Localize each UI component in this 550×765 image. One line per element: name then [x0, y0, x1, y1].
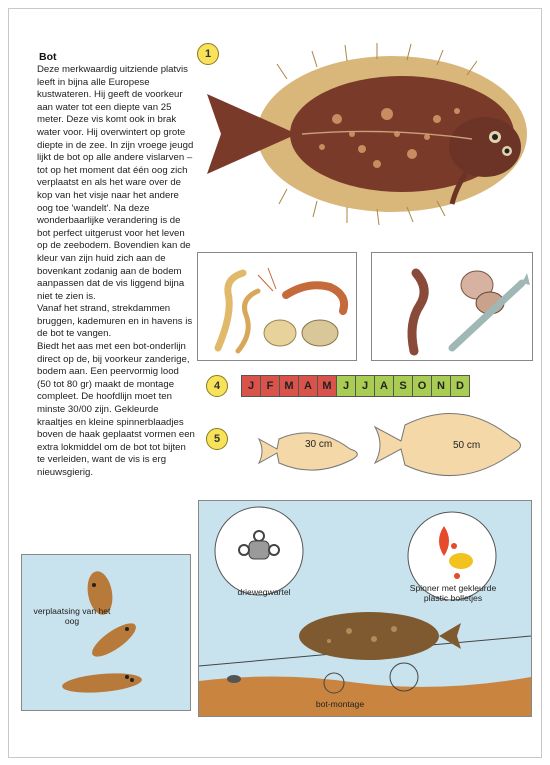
rig-panel: [198, 500, 532, 717]
bait-panel-1: [197, 252, 357, 361]
month-calendar: [241, 375, 470, 397]
page: [8, 8, 542, 758]
month-cell: A: [299, 376, 318, 396]
size-label-large: 50 cm: [453, 440, 481, 451]
article-body: [37, 64, 195, 480]
month-cell: J: [356, 376, 375, 396]
size-cutout-large: [371, 405, 531, 487]
rig-illustration: [199, 501, 531, 716]
badge-5: 5: [206, 428, 228, 450]
size-label-small: 30 cm: [305, 439, 333, 450]
month-cell: M: [280, 376, 299, 396]
bait-panel-2: [371, 252, 533, 361]
article-paragraph-2: Vanaf het strand, strekdammen bruggen, kademuren en in havens is de bot te vangen.: [37, 303, 193, 340]
month-cell: J: [242, 376, 261, 396]
badge-1: 1: [197, 43, 219, 65]
month-cell: F: [261, 376, 280, 396]
month-cell: D: [451, 376, 469, 396]
article-title: Bot: [39, 51, 57, 63]
eye-migration-illustration: [22, 555, 190, 710]
month-cell: S: [394, 376, 413, 396]
bait-illustration-2: [372, 253, 532, 360]
article-paragraph-1: Deze merkwaardig uitziende platvis leeft in bijna alle Europese kustwateren. Hij geeft de voorkeur aan water tot een diepte van 25 meter. Deze vis komt ook in brak water voor. Hij overwintert op grote diepte in de zee. In zijn vroege jeugd lijkt de bot op alle andere vislarven – tot op het moment dat één oog zich verplaatst en als het ware over de kop van het visje naar het andere oog toe 'wandelt'. Na deze wonderbaarlijke verandering is de bot perfect uitgerust voor het leven op de zeebodem. Bovendien kan de kleur van zijn huid zich aan de bovenkant zodanig aan de bodem aanpassen dat de vis liggend bijna niet te zien is.: [37, 64, 194, 302]
bait-illustration-1: [198, 253, 356, 360]
month-cell: N: [432, 376, 451, 396]
swivel-label: driewegwartel: [237, 587, 291, 597]
month-cell: A: [375, 376, 394, 396]
month-cell: M: [318, 376, 337, 396]
eye-migration-panel: [21, 554, 191, 711]
flounder-illustration: [187, 39, 537, 229]
size-cutout-small: [255, 427, 365, 475]
article-paragraph-3: Biedt het aas met een bot-onderlijn direct op de, bij voorkeur zanderige, bodem aan. Een peervormig lood (50 tot 80 gr) maakt de montage compleet. De hoofdlijn moet ten minste 30/00 zijn. Gekleurde kraaltjes en kleine spinnerblaadjes boven de haak geplaatst vormen een extra lokmiddel om de bot tot bijten te verleiden, want de vis is erg nieuwsgierig.: [37, 341, 195, 478]
spinner-label: Spinner met gekleurde plastic bolletjes: [409, 583, 497, 603]
month-cell: O: [413, 376, 432, 396]
month-cell: J: [337, 376, 356, 396]
rig-label: bot-montage: [315, 699, 365, 709]
eye-migration-label: verplaatsing van het oog: [33, 606, 111, 626]
badge-4: 4: [206, 375, 228, 397]
